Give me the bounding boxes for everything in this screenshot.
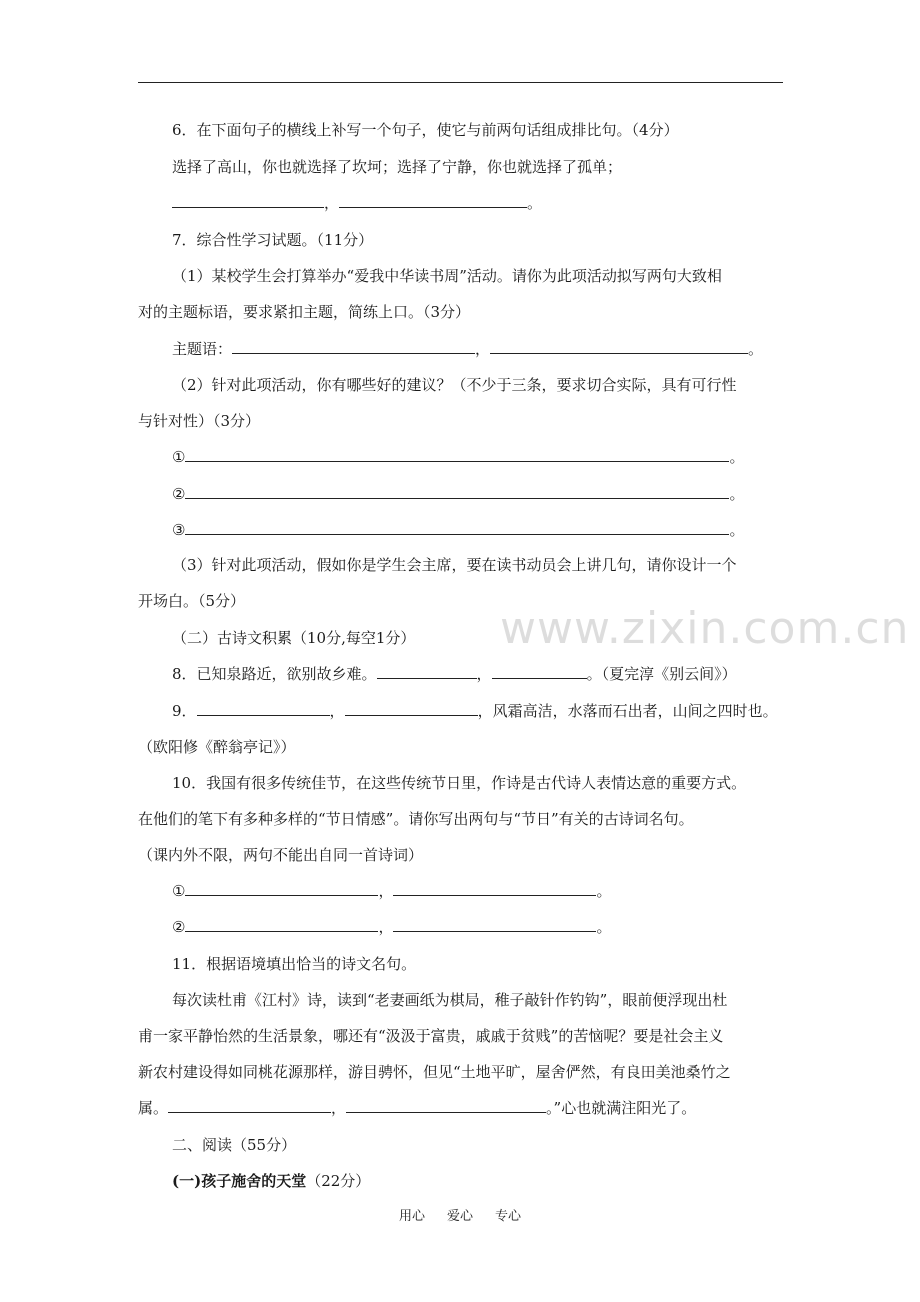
marker: ① [172,448,186,466]
period: 。 [596,882,612,900]
answer-blank[interactable] [185,483,729,499]
period: 。 [527,194,543,212]
q7-part2-line1: （2）针对此项活动，你有哪些好的建议？（不少于三条，要求切合实际，具有可行性 [172,376,737,394]
marker: ② [172,485,186,503]
suggestion-line-1 [172,446,744,468]
header-rule [138,82,783,83]
answer-blank[interactable] [197,700,330,716]
q10-answer-2 [172,916,611,938]
footer-word: 专心 [495,1209,522,1224]
suggestion-line-2 [172,483,744,505]
q10-line1: 10．我国有很多传统佳节，在这些传统节日里，作诗是古代诗人表情达意的重要方式。 [172,774,747,792]
comma: ， [324,194,340,212]
q7-part2-line2: 与针对性）（3分） [138,412,261,430]
reading-heading [172,1170,370,1192]
period: 。 [729,521,745,539]
answer-blank[interactable] [185,880,378,896]
q7-part3-line1: （3）针对此项活动，假如你是学生会主席，要在读书动员会上讲几句，请你设计一个 [172,556,737,574]
footer-word: 用心 [398,1209,425,1224]
q11-title: 11．根据语境填出恰当的诗文名句。 [172,955,417,973]
period: 。 [729,485,745,503]
comma: ， [331,1099,347,1117]
answer-blank[interactable] [185,519,729,535]
period: 。 [596,918,612,936]
period: 。 [729,448,745,466]
q8-line [172,663,737,685]
marker: ① [172,882,186,900]
q6-answer-line [172,192,542,214]
q10-answer-1 [172,880,611,902]
answer-blank[interactable] [377,663,477,679]
reading-title: (一)孩子施舍的天堂 [172,1172,307,1190]
comma: ， [378,918,394,936]
comma: ， [475,340,491,358]
marker: ③ [172,521,186,539]
q7-title: 7．综合性学习试题。（11分） [172,231,374,249]
q7-part1-line1: （1）某校学生会打算举办“爱我中华读书周”活动。请你为此项活动拟写两句大致相 [172,267,722,285]
answer-blank[interactable] [232,338,475,354]
q11-line2: 甫一家平静怡然的生活景象，哪还有“汲汲于富贵，戚戚于贫贱”的苦恼呢？要是社会主义 [138,1027,724,1045]
q9-source: （欧阳修《醉翁亭记》） [138,738,296,756]
q11-suffix: 。”心也就满注阳光了。 [546,1099,697,1117]
answer-blank[interactable] [393,880,596,896]
answer-blank[interactable] [168,1097,331,1113]
q8-suffix: 。（夏完淳《别云间》） [586,665,737,683]
q11-line4 [138,1097,696,1119]
q10-line3: （课内外不限，两句不能出自同一首诗词） [138,846,424,864]
q7-part1-line2: 对的主题标语，要求紧扣主题，简练上口。（3分） [138,303,471,321]
reading-score: （22分） [306,1172,371,1190]
comma: ， [378,882,394,900]
section-reading: 二、阅读（55分） [172,1136,297,1154]
q9-prefix: 9． [172,702,197,720]
footer-word: 爱心 [446,1209,473,1224]
answer-blank[interactable] [490,338,748,354]
marker: ② [172,918,186,936]
q7-part3-line2: 开场白。（5分） [138,592,246,610]
comma: ， [329,702,345,720]
q9-line [172,700,778,722]
theme-label: 主题语： [172,340,233,358]
answer-blank[interactable] [345,700,478,716]
q11-line3: 新农村建设得如同桃花源那样，游目骋怀，但见“土地平旷，屋舍俨然，有良田美池桑竹之 [138,1063,731,1081]
answer-blank[interactable] [185,916,378,932]
q10-line2: 在他们的笔下有多种多样的“节日情感”。请你写出两句与“节日”有关的古诗词名句。 [138,810,694,828]
q7-theme-line [172,338,763,360]
watermark: www.zixin.com.cn [500,603,910,654]
comma: ， [476,665,492,683]
period: 。 [748,340,764,358]
answer-blank[interactable] [339,192,527,208]
answer-blank[interactable] [346,1097,546,1113]
answer-blank[interactable] [172,192,324,208]
q11-line1: 每次读杜甫《江村》诗，读到“老妻画纸为棋局，稚子敲针作钓钩”，眼前便浮现出杜 [172,991,728,1009]
answer-blank[interactable] [393,916,596,932]
page-footer [0,1205,920,1224]
section-poetry: （二）古诗文积累（10分,每空1分） [172,629,416,647]
q6-sentence: 选择了高山，你也就选择了坎坷；选择了宁静，你也就选择了孤单； [172,158,623,176]
answer-blank[interactable] [492,663,587,679]
q9-suffix: ，风霜高洁，水落而石出者，山间之四时也。 [477,702,778,720]
suggestion-line-3 [172,519,744,541]
q11-prefix: 属。 [138,1099,169,1117]
answer-blank[interactable] [185,446,729,462]
q6-prompt: 6．在下面句子的横线上补写一个句子，使它与前两句话组成排比句。（4分） [172,121,679,139]
q8-prefix: 8．已知泉路近，欲别故乡难。 [172,665,377,683]
